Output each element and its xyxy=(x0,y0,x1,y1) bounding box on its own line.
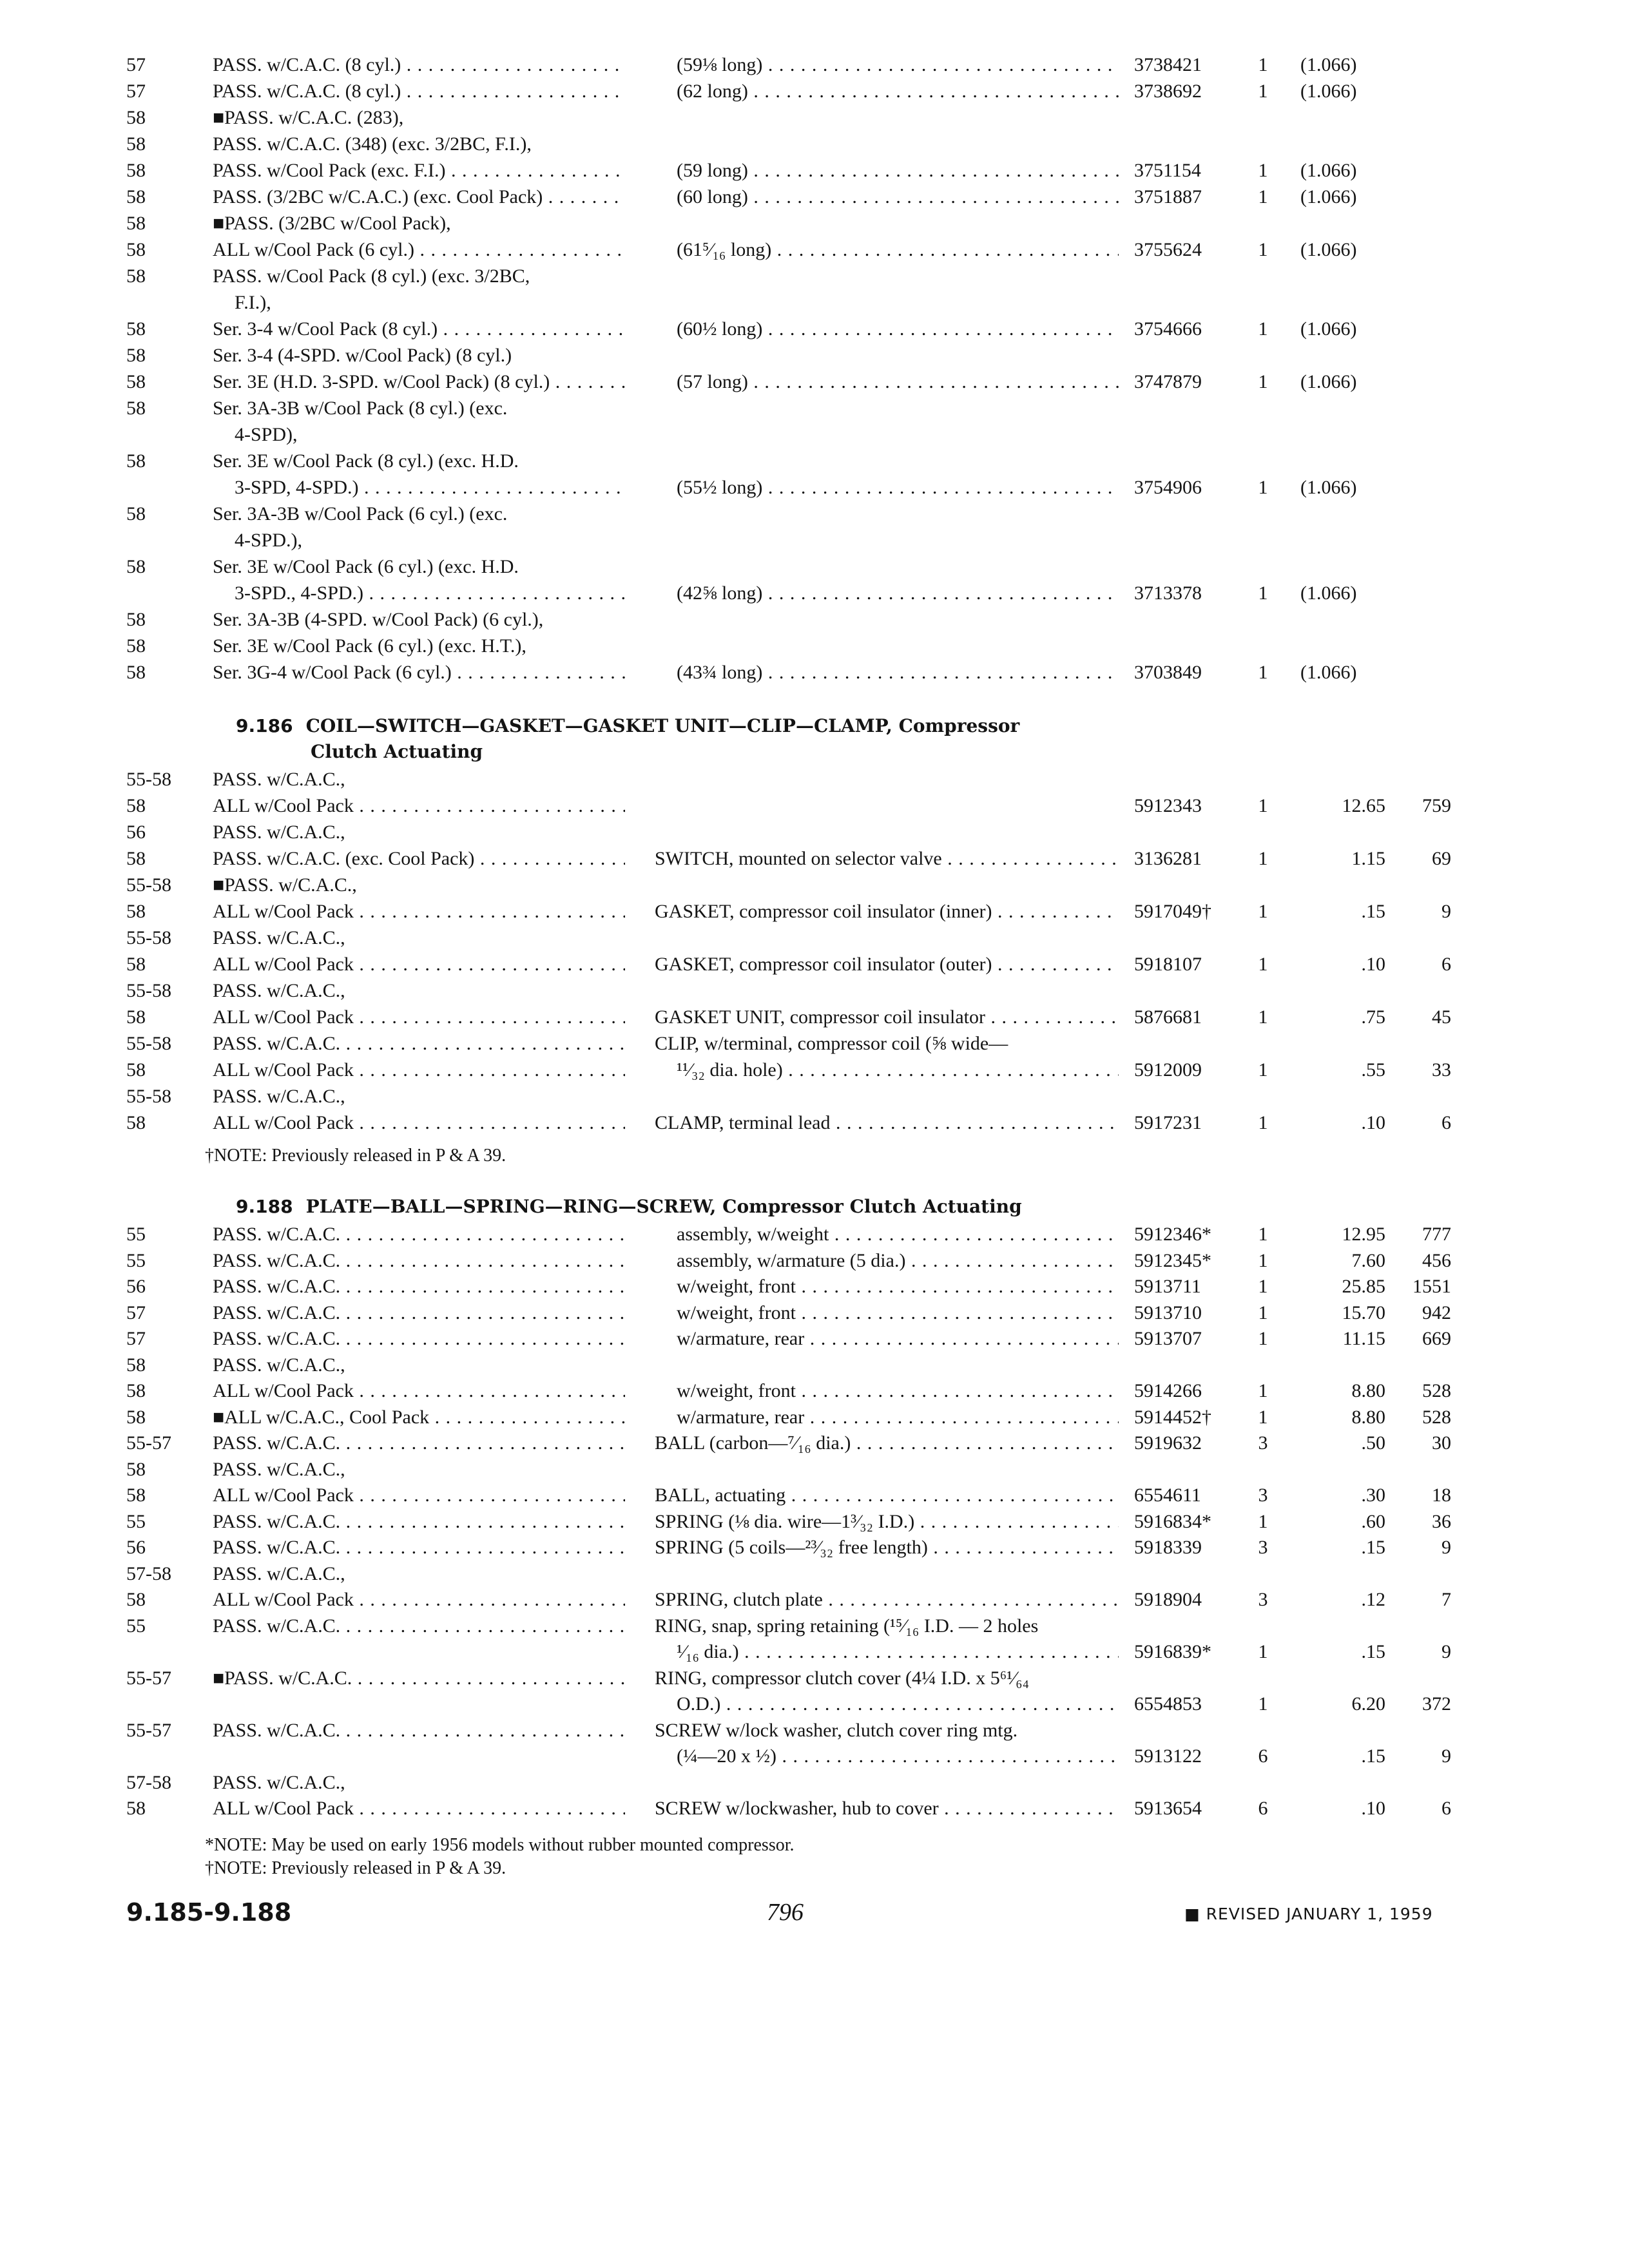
list-price: (1.066) xyxy=(1300,371,1357,392)
model-description: PASS. (3/2BC w/C.A.C.) (exc. Cool Pack) . . . xyxy=(213,184,625,210)
part-number: 3136281 xyxy=(1134,848,1202,869)
quantity: 1 xyxy=(1258,160,1268,181)
model-description: Ser. 3-4 (4-SPD. w/Cool Pack) (8 cyl.) xyxy=(213,345,512,366)
model-description: PASS. w/C.A.C. (8 cyl.) . . . xyxy=(213,52,625,78)
quantity: 1 xyxy=(1258,318,1268,340)
model-years: 58 xyxy=(126,1354,146,1376)
quantity: 6 xyxy=(1258,1798,1268,1819)
group-number: 372 xyxy=(1422,1693,1451,1715)
model-description: ALL w/Cool Pack . . . xyxy=(213,1378,625,1404)
part-number: 3751154 xyxy=(1134,160,1201,181)
list-price: 1.15 xyxy=(1351,848,1385,869)
model-years: 58 xyxy=(126,133,146,155)
quantity: 1 xyxy=(1258,54,1268,75)
model-description: ALL w/Cool Pack . . . xyxy=(213,951,625,977)
list-price: (1.066) xyxy=(1300,186,1357,207)
model-description: PASS. w/C.A.C. . . . xyxy=(213,1613,625,1639)
model-description: ALL w/Cool Pack . . . xyxy=(213,1004,625,1030)
model-years: 55 xyxy=(126,1224,146,1245)
model-description: Ser. 3G-4 w/Cool Pack (6 cyl.) . . . xyxy=(213,659,625,686)
list-price: .12 xyxy=(1361,1589,1385,1610)
model-years: 58 xyxy=(126,954,146,975)
model-years: 57 xyxy=(126,54,146,75)
model-years: 57-58 xyxy=(126,1563,171,1584)
model-description: ALL w/Cool Pack (6 cyl.) . . . xyxy=(213,236,625,263)
footnote-dagger: †NOTE: Previously released in P & A 39. xyxy=(205,1858,506,1878)
group-number: 528 xyxy=(1422,1380,1451,1401)
list-price: .10 xyxy=(1361,1112,1385,1133)
group-number: 456 xyxy=(1422,1250,1451,1271)
list-price: (1.066) xyxy=(1300,582,1357,604)
model-years: 58 xyxy=(126,662,146,683)
part-number: 5912346* xyxy=(1134,1224,1211,1245)
quantity: 1 xyxy=(1258,901,1268,922)
group-number: 30 xyxy=(1432,1432,1451,1454)
model-description: PASS. w/C.A.C. . . . xyxy=(213,1300,625,1326)
quantity: 1 xyxy=(1258,1302,1268,1323)
list-price: 7.60 xyxy=(1351,1250,1385,1271)
list-price: .10 xyxy=(1361,1798,1385,1819)
model-description: ALL w/Cool Pack . . . xyxy=(213,1482,625,1508)
part-description: (57 long) . . . xyxy=(677,369,1119,395)
part-description: w/weight, front . . . xyxy=(677,1273,1119,1300)
model-years: 55 xyxy=(126,1511,146,1532)
model-description: Ser. 3A-3B w/Cool Pack (6 cyl.) (exc. xyxy=(213,503,508,524)
part-description: SCREW w/lock washer, clutch cover ring mtg. xyxy=(655,1720,1018,1741)
model-description: PASS. w/C.A.C., xyxy=(213,822,345,843)
model-years: 58 xyxy=(126,609,146,630)
part-description: SPRING (5 coils—²³⁄₃₂ free length) . . . xyxy=(655,1534,1119,1561)
list-price: (1.066) xyxy=(1300,160,1357,181)
part-description: CLIP, w/terminal, compressor coil (⅝ wide— xyxy=(655,1033,1008,1054)
part-description: GASKET, compressor coil insulator (outer) . . . xyxy=(655,951,1119,977)
model-description: PASS. w/C.A.C. . . . xyxy=(213,1717,625,1744)
part-number: 3747879 xyxy=(1134,371,1202,392)
quantity: 3 xyxy=(1258,1432,1268,1454)
group-number: 6 xyxy=(1441,1798,1451,1819)
part-description: (60 long) . . . xyxy=(677,184,1119,210)
part-number: 5918339 xyxy=(1134,1537,1202,1558)
list-price: (1.066) xyxy=(1300,81,1357,102)
list-price: .60 xyxy=(1361,1511,1385,1532)
quantity: 1 xyxy=(1258,1380,1268,1401)
quantity: 1 xyxy=(1258,371,1268,392)
model-description: 3-SPD, 4-SPD.) . . . xyxy=(235,474,625,501)
footnote-dagger: †NOTE: Previously released in P & A 39. xyxy=(205,1146,506,1166)
quantity: 3 xyxy=(1258,1589,1268,1610)
footer-section-range: 9.185-9.188 xyxy=(126,1898,292,1927)
list-price: (1.066) xyxy=(1300,239,1357,260)
quantity: 1 xyxy=(1258,1006,1268,1028)
model-description: PASS. w/Cool Pack (exc. F.I.) . . . xyxy=(213,157,625,184)
part-number: 5919632 xyxy=(1134,1432,1202,1454)
list-price: 12.95 xyxy=(1342,1224,1385,1245)
model-years: 56 xyxy=(126,1276,146,1297)
model-years: 58 xyxy=(126,848,146,869)
part-number: 3738692 xyxy=(1134,81,1202,102)
group-number: 6 xyxy=(1441,1112,1451,1133)
quantity: 1 xyxy=(1258,954,1268,975)
model-years: 58 xyxy=(126,503,146,524)
list-price: (1.066) xyxy=(1300,54,1357,75)
part-description: ¹¹⁄₃₂ dia. hole) . . . xyxy=(677,1057,1119,1083)
quantity: 1 xyxy=(1258,81,1268,102)
part-description: BALL (carbon—⁷⁄₁₆ dia.) . . . xyxy=(655,1430,1119,1456)
part-description: BALL, actuating . . . xyxy=(655,1482,1119,1508)
quantity: 1 xyxy=(1258,1641,1268,1662)
model-years: 58 xyxy=(126,901,146,922)
group-number: 9 xyxy=(1441,1641,1451,1662)
model-description: ALL w/Cool Pack . . . xyxy=(213,1586,625,1613)
quantity: 6 xyxy=(1258,1745,1268,1767)
group-number: 759 xyxy=(1422,795,1451,816)
model-description: ALL w/Cool Pack . . . xyxy=(213,793,625,819)
group-number: 669 xyxy=(1422,1328,1451,1349)
model-description: PASS. w/C.A.C., xyxy=(213,1459,345,1480)
part-number: 5912009 xyxy=(1134,1059,1202,1081)
part-description: SWITCH, mounted on selector valve . . . xyxy=(655,845,1119,872)
model-description: ■PASS. (3/2BC w/Cool Pack), xyxy=(213,213,451,234)
model-description: PASS. w/C.A.C. . . . xyxy=(213,1030,625,1057)
quantity: 1 xyxy=(1258,1328,1268,1349)
list-price: 8.80 xyxy=(1351,1407,1385,1428)
model-description: 4-SPD.), xyxy=(235,530,303,551)
quantity: 1 xyxy=(1258,582,1268,604)
list-price: .15 xyxy=(1361,901,1385,922)
list-price: (1.066) xyxy=(1300,662,1357,683)
part-number: 6554611 xyxy=(1134,1485,1201,1506)
part-number: 5918107 xyxy=(1134,954,1202,975)
section-number: 9.186 xyxy=(236,715,293,736)
part-number: 5914266 xyxy=(1134,1380,1202,1401)
model-years: 58 xyxy=(126,1407,146,1428)
part-description: w/armature, rear . . . xyxy=(677,1404,1119,1430)
model-description: Ser. 3E w/Cool Pack (6 cyl.) (exc. H.D. xyxy=(213,556,519,577)
model-years: 58 xyxy=(126,795,146,816)
model-description: ALL w/Cool Pack . . . xyxy=(213,1110,625,1136)
list-price: 8.80 xyxy=(1351,1380,1385,1401)
part-description: (62 long) . . . xyxy=(677,78,1119,104)
model-years: 55-57 xyxy=(126,1432,171,1454)
group-number: 528 xyxy=(1422,1407,1451,1428)
model-description: PASS. w/C.A.C., xyxy=(213,980,345,1001)
model-years: 58 xyxy=(126,239,146,260)
section-title: COIL—SWITCH—GASKET—GASKET UNIT—CLIP—CLAMP, Compressor xyxy=(305,715,1020,736)
group-number: 18 xyxy=(1432,1485,1451,1506)
model-description: PASS. w/C.A.C., xyxy=(213,1772,345,1793)
model-years: 58 xyxy=(126,398,146,419)
quantity: 3 xyxy=(1258,1485,1268,1506)
part-description: w/weight, front . . . xyxy=(677,1300,1119,1326)
part-description: SPRING (⅛ dia. wire—1³⁄₃₂ I.D.) . . . xyxy=(655,1508,1119,1535)
group-number: 36 xyxy=(1432,1511,1451,1532)
model-description: PASS. w/C.A.C. (348) (exc. 3/2BC, F.I.), xyxy=(213,133,532,155)
quantity: 1 xyxy=(1258,1112,1268,1133)
list-price: .55 xyxy=(1361,1059,1385,1081)
model-description: PASS. w/C.A.C. . . . xyxy=(213,1325,625,1352)
list-price: (1.066) xyxy=(1300,477,1357,498)
quantity: 1 xyxy=(1258,1407,1268,1428)
group-number: 9 xyxy=(1441,901,1451,922)
model-years: 58 xyxy=(126,556,146,577)
model-years: 57 xyxy=(126,1302,146,1323)
model-years: 55-58 xyxy=(126,1033,171,1054)
model-years: 55-58 xyxy=(126,769,171,790)
part-description: RING, snap, spring retaining (¹⁵⁄₁₆ I.D. — 2 holes xyxy=(655,1615,1039,1637)
model-years: 58 xyxy=(126,213,146,234)
quantity: 1 xyxy=(1258,795,1268,816)
model-description: PASS. w/C.A.C. . . . xyxy=(213,1508,625,1535)
model-description: PASS. w/C.A.C., xyxy=(213,1354,345,1376)
model-years: 55-57 xyxy=(126,1720,171,1741)
model-description: PASS. w/C.A.C. . . . xyxy=(213,1273,625,1300)
model-years: 55-58 xyxy=(126,927,171,948)
list-price: .15 xyxy=(1361,1745,1385,1767)
group-number: 9 xyxy=(1441,1537,1451,1558)
part-number: 6554853 xyxy=(1134,1693,1202,1715)
model-description: PASS. w/C.A.C., xyxy=(213,1086,345,1107)
model-description: PASS. w/C.A.C. . . . xyxy=(213,1221,625,1247)
model-years: 58 xyxy=(126,1798,146,1819)
model-description: PASS. w/C.A.C., xyxy=(213,927,345,948)
part-description: (¼—20 x ½) . . . xyxy=(677,1743,1119,1769)
quantity: 1 xyxy=(1258,1224,1268,1245)
part-description: ¹⁄₁₆ dia.) . . . xyxy=(677,1639,1119,1665)
model-description: Ser. 3E w/Cool Pack (8 cyl.) (exc. H.D. xyxy=(213,450,519,472)
part-description: (55½ long) . . . xyxy=(677,474,1119,501)
part-description: (60½ long) . . . xyxy=(677,316,1119,342)
group-number: 1551 xyxy=(1412,1276,1451,1297)
model-description: ALL w/Cool Pack . . . xyxy=(213,1057,625,1083)
part-number: 5913710 xyxy=(1134,1302,1202,1323)
part-number: 5913711 xyxy=(1134,1276,1201,1297)
part-number: 5876681 xyxy=(1134,1006,1202,1028)
group-number: 7 xyxy=(1441,1589,1451,1610)
section-heading-9-186 xyxy=(236,713,1019,739)
model-years: 55-58 xyxy=(126,1086,171,1107)
part-number: 5916834* xyxy=(1134,1511,1211,1532)
quantity: 1 xyxy=(1258,1693,1268,1715)
footer-revised-date: ■ REVISED JANUARY 1, 1959 xyxy=(1184,1905,1433,1923)
part-number: 5917049† xyxy=(1134,901,1211,922)
model-years: 56 xyxy=(126,822,146,843)
list-price: .75 xyxy=(1361,1006,1385,1028)
part-number: 5913707 xyxy=(1134,1328,1202,1349)
quantity: 1 xyxy=(1258,1059,1268,1081)
model-description: ALL w/Cool Pack . . . xyxy=(213,898,625,925)
part-number: 3754906 xyxy=(1134,477,1202,498)
model-years: 58 xyxy=(126,265,146,287)
quantity: 1 xyxy=(1258,1250,1268,1271)
part-description: (42⅝ long) . . . xyxy=(677,580,1119,606)
quantity: 1 xyxy=(1258,1276,1268,1297)
part-number: 5916839* xyxy=(1134,1641,1211,1662)
part-description: O.D.) . . . xyxy=(677,1691,1119,1717)
list-price: (1.066) xyxy=(1300,318,1357,340)
quantity: 3 xyxy=(1258,1537,1268,1558)
model-description: Ser. 3A-3B w/Cool Pack (8 cyl.) (exc. xyxy=(213,398,508,419)
model-years: 58 xyxy=(126,1380,146,1401)
model-years: 56 xyxy=(126,1537,146,1558)
model-description: ■PASS. w/C.A.C. . . . xyxy=(213,1665,625,1691)
section-heading-9-188 xyxy=(236,1194,1022,1220)
part-description: w/weight, front . . . xyxy=(677,1378,1119,1404)
model-description: Ser. 3-4 w/Cool Pack (8 cyl.) . . . xyxy=(213,316,625,342)
part-number: 5913122 xyxy=(1134,1745,1202,1767)
group-number: 33 xyxy=(1432,1059,1451,1081)
part-description: SPRING, clutch plate . . . xyxy=(655,1586,1119,1613)
part-description: (59⅛ long) . . . xyxy=(677,52,1119,78)
model-years: 58 xyxy=(126,318,146,340)
model-description: 3-SPD., 4-SPD.) . . . xyxy=(235,580,625,606)
part-description: (59 long) . . . xyxy=(677,157,1119,184)
model-description: PASS. w/C.A.C. (8 cyl.) . . . xyxy=(213,78,625,104)
model-description: ■ALL w/C.A.C., Cool Pack . . . xyxy=(213,1404,625,1430)
list-price: .50 xyxy=(1361,1432,1385,1454)
quantity: 1 xyxy=(1258,848,1268,869)
model-description: 4-SPD), xyxy=(235,424,298,445)
list-price: 12.65 xyxy=(1342,795,1385,816)
part-number: 5913654 xyxy=(1134,1798,1202,1819)
list-price: .10 xyxy=(1361,954,1385,975)
part-number: 5918904 xyxy=(1134,1589,1202,1610)
model-description: PASS. w/C.A.C. . . . xyxy=(213,1534,625,1561)
model-years: 58 xyxy=(126,345,146,366)
model-years: 55-57 xyxy=(126,1667,171,1689)
model-years: 58 xyxy=(126,160,146,181)
part-description: (61⁵⁄₁₆ long) . . . xyxy=(677,236,1119,263)
part-description: CLAMP, terminal lead . . . xyxy=(655,1110,1119,1136)
part-number: 5912345* xyxy=(1134,1250,1211,1271)
model-description: ALL w/Cool Pack . . . xyxy=(213,1795,625,1821)
model-years: 58 xyxy=(126,186,146,207)
group-number: 777 xyxy=(1422,1224,1451,1245)
part-number: 5917231 xyxy=(1134,1112,1202,1133)
group-number: 69 xyxy=(1432,848,1451,869)
model-description: PASS. w/C.A.C. . . . xyxy=(213,1430,625,1456)
model-description: ■PASS. w/C.A.C., xyxy=(213,874,357,896)
list-price: .15 xyxy=(1361,1537,1385,1558)
model-description: PASS. w/Cool Pack (8 cyl.) (exc. 3/2BC, xyxy=(213,265,530,287)
part-number: 3754666 xyxy=(1134,318,1202,340)
quantity: 1 xyxy=(1258,477,1268,498)
part-description: SCREW w/lockwasher, hub to cover . . . xyxy=(655,1795,1119,1821)
model-description: F.I.), xyxy=(235,292,271,313)
model-years: 55 xyxy=(126,1615,146,1637)
list-price: 15.70 xyxy=(1342,1302,1385,1323)
model-years: 58 xyxy=(126,1459,146,1480)
model-years: 57-58 xyxy=(126,1772,171,1793)
model-years: 58 xyxy=(126,1059,146,1081)
list-price: .30 xyxy=(1361,1485,1385,1506)
group-number: 45 xyxy=(1432,1006,1451,1028)
model-years: 55-58 xyxy=(126,980,171,1001)
part-number: 5912343 xyxy=(1134,795,1202,816)
list-price: 25.85 xyxy=(1342,1276,1385,1297)
part-description: RING, compressor clutch cover (4¼ I.D. x 5⁶¹⁄₆₄ xyxy=(655,1667,1030,1689)
quantity: 1 xyxy=(1258,239,1268,260)
model-description: PASS. w/C.A.C. . . . xyxy=(213,1247,625,1274)
quantity: 1 xyxy=(1258,662,1268,683)
model-years: 57 xyxy=(126,81,146,102)
part-number: 3713378 xyxy=(1134,582,1202,604)
section-title-line2: Clutch Actuating xyxy=(311,741,483,762)
part-description: GASKET, compressor coil insulator (inner) . . . xyxy=(655,898,1119,925)
list-price: 11.15 xyxy=(1342,1328,1385,1349)
list-price: 6.20 xyxy=(1351,1693,1385,1715)
section-title: PLATE—BALL—SPRING—RING—SCREW, Compressor Clutch Actuating xyxy=(305,1196,1022,1217)
part-number: 3755624 xyxy=(1134,239,1202,260)
footer-page-number: 796 xyxy=(767,1899,804,1926)
model-years: 57 xyxy=(126,1328,146,1349)
model-years: 58 xyxy=(126,1589,146,1610)
part-description: assembly, w/weight . . . xyxy=(677,1221,1119,1247)
model-years: 58 xyxy=(126,107,146,128)
model-description: PASS. w/C.A.C., xyxy=(213,1563,345,1584)
model-description: ■PASS. w/C.A.C. (283), xyxy=(213,107,404,128)
group-number: 6 xyxy=(1441,954,1451,975)
part-description: GASKET UNIT, compressor coil insulator . . . xyxy=(655,1004,1119,1030)
quantity: 1 xyxy=(1258,1511,1268,1532)
part-description: assembly, w/armature (5 dia.) . . . xyxy=(677,1247,1119,1274)
model-years: 58 xyxy=(126,1006,146,1028)
model-years: 58 xyxy=(126,371,146,392)
group-number: 942 xyxy=(1422,1302,1451,1323)
model-years: 55 xyxy=(126,1250,146,1271)
section-number: 9.188 xyxy=(236,1196,293,1217)
part-number: 3738421 xyxy=(1134,54,1202,75)
model-years: 58 xyxy=(126,635,146,657)
part-number: 3703849 xyxy=(1134,662,1202,683)
model-description: Ser. 3E w/Cool Pack (6 cyl.) (exc. H.T.), xyxy=(213,635,526,657)
part-number: 3751887 xyxy=(1134,186,1202,207)
model-years: 55-58 xyxy=(126,874,171,896)
model-years: 58 xyxy=(126,1112,146,1133)
part-number: 5914452† xyxy=(1134,1407,1211,1428)
part-description: (43¾ long) . . . xyxy=(677,659,1119,686)
model-years: 58 xyxy=(126,1485,146,1506)
part-description: w/armature, rear . . . xyxy=(677,1325,1119,1352)
model-description: Ser. 3A-3B (4-SPD. w/Cool Pack) (6 cyl.), xyxy=(213,609,544,630)
model-description: PASS. w/C.A.C., xyxy=(213,769,345,790)
model-description: PASS. w/C.A.C. (exc. Cool Pack) . . . xyxy=(213,845,625,872)
list-price: .15 xyxy=(1361,1641,1385,1662)
quantity: 1 xyxy=(1258,186,1268,207)
group-number: 9 xyxy=(1441,1745,1451,1767)
model-years: 58 xyxy=(126,450,146,472)
model-description: Ser. 3E (H.D. 3-SPD. w/Cool Pack) (8 cyl.) . . . xyxy=(213,369,625,395)
footnote-asterisk: *NOTE: May be used on early 1956 models without rubber mounted compressor. xyxy=(205,1835,795,1855)
